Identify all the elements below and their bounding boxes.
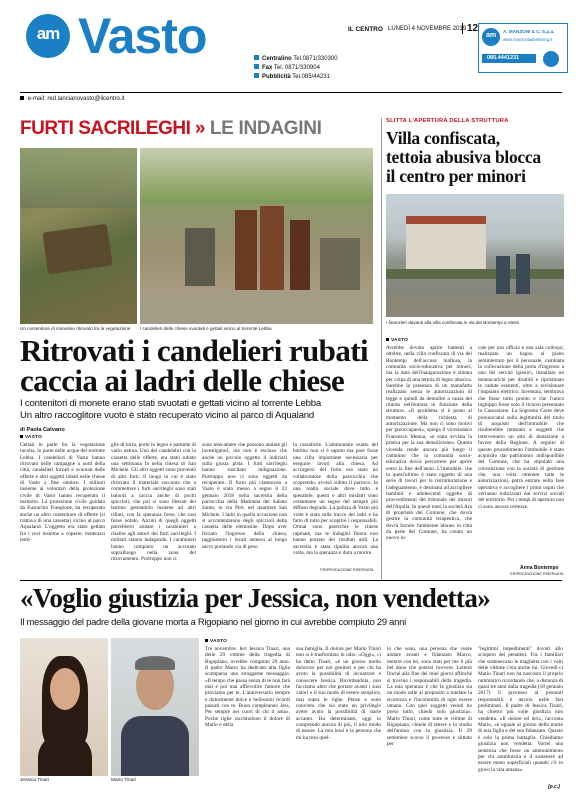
side-article-col-1: Avrebbe dovuto aprire battenti a ottobre, nella villa confiscata di via dei Bontempi dell'accusa mafiosa, la comunità socio-educativa per minori, ma la data dell'inaugurazione è slittata per colpa di una tettoia di legno abusiva. Sarebbe la presenza di un manufatto realizzato senza le autorizzazioni di legge e quindi da demolire a causa del ritardo nell'entrata in funzione della struttura. «Il problema si è posto al momento della richiesta di autorizzazione. Ma non ci sono motivi per preoccuparsi», spiega il vicesindaco Francesco Menna, «è stata avviata la pratica per la sua demolizione». Questa vicenda rende ancora più lungo il cammino che la comunità socio-educativa dovrà percorrere per aprire entro la fine dell'anno. L'immobile, che in quest'ultimo è stato oggetto di una serie di lavori per la ristrutturazione e l'adeguamento, è destinata ad accogliere bambini e adolescenti oggetto di provvedimenti del tribunale dei minori dell'Aquila. In questi mesi la società Ara di proprietà del Comune, che dovrà gestire la comunità terapeutica, che dovrà fornire l'ambiente idoneo in città da parte del Comune, ha creato un nuovo lo-	[386, 345, 472, 542]
banner-separator: »	[194, 118, 206, 139]
square-icon	[386, 338, 389, 341]
photo-mario	[111, 638, 199, 776]
banner-left: FURTI SACRILEGHI	[20, 118, 191, 139]
photo-coin-container	[20, 148, 137, 324]
side-article-credit: ©RIPRODUZIONE RISERVATA	[510, 572, 564, 576]
bottom-article-title: «Voglio giustizia per Jessica, non vendetta»	[20, 583, 491, 613]
banner-right: LE INDAGINI	[209, 118, 322, 139]
bottom-article-body	[205, 646, 565, 788]
advert-small-logo	[543, 51, 559, 67]
page-number: 12	[462, 23, 478, 34]
main-article-credit: ©RIPRODUZIONE RISERVATA	[320, 568, 374, 572]
main-article-subtitle: I contenitori di monete erano stati svuotati e gettati vicino al torrente Lebba Un altro raccoglitore vuoto è stato recuperato vicino al parco di Aqualand	[20, 398, 321, 421]
side-article-dateline: VASTO	[386, 338, 408, 343]
square-icon	[205, 639, 208, 642]
bottom-article-col-1: Tre novembre. Ieri Jessica Tinari, una delle 29 vittime della tragedia di Rigopiano, avrebbe compiuto 29 anni. Il padre Mario ha dedicato alla figlia scomparsa uno struggente messaggio. «Il tempo che passa senza di te non farà mai e poi mai affievolire l'amore che proviamo per te. L'anniversario sempre e dolcemente dolce e bellissimi ricordi passati con te. Buon compleanno Jess, Per sempre nei cuori di chi ti ama». Poche righe racchiudono il dolore di Mario e della	[205, 646, 290, 729]
email-link[interactable]: red.lancianovasto@ilcentro.it	[47, 96, 125, 102]
section-banner	[20, 118, 375, 144]
advert-company: A. MANZONI & C. S.p.a.	[503, 29, 555, 34]
photo-jessica	[20, 638, 108, 776]
bottom-article-col-2: sua famiglia. Il dolore per Mario Tinari non si è trasformato in odio. «Oggi», ci ha detto Tinari, «è un giorno molto doloroso per noi genitori e per chi ha avuto la possibilità di incontrare e conoscere Jessica. Ricordandola, non facciamo altro che portare avanti i suoi valori e il suo modo di essere semplice, mai sopra le righe. Penso e sono convinto che sia stato un privilegio avere avuto la possibilità di starle accanto. Ha determinato, oggi lo comprendo ancora di più, il mio modo di essere. La mia lessi è la persona che mi ha reso quel-	[296, 646, 381, 741]
main-article-col-1: Gettati in parte fra la vegetazione incolta, in parte nelle acque del torrente Lebba. I candelieri di Vasto hanno ritrovato nelle campagne a nord della città, candelieri forzati e svuotati delle offerte e altri oggetti rubati nelle chiese di Vasto a fine ottobre. I militari insieme ai volontari della protezione civile di Vasto hanno recuperato il maltolto. La protezione civile guidata da Eustachio Frangione, ha recuperato anche un altro contenitore di offerte (si trattava di una cassetta) vicino al parco Aqualand. L'oggetto era stato gettato fra i rovi insieme a coperte, materassi botti-	[20, 442, 105, 544]
newspaper-name: IL CENTRO	[348, 26, 383, 33]
photo-label-jessica: Jessica Tinari	[20, 778, 50, 783]
bullet-icon	[254, 64, 259, 69]
side-article-kicker: SLITTA L'APERTURA DELLA STRUTTURA	[386, 118, 509, 124]
bullet-icon	[254, 73, 259, 78]
contact-list: Centralino Tel.0871/330300 Fax Tel. 0871/330904 Pubblicità Tel.085/44231	[254, 55, 338, 82]
main-article-dateline: VASTO	[20, 435, 42, 440]
square-icon	[20, 96, 24, 100]
photo-caption-3: I finanzieri davanti alla villa confiscata in via dei Bontempi a Vasto	[386, 320, 520, 325]
main-article-byline: di Paola Calvano	[20, 427, 65, 433]
side-article-title: Villa confiscata, tettoia abusiva blocca il centro per minori	[386, 128, 541, 186]
photo-caption-1: Un contenitore di monetine ritrovato tra la vegetazione	[20, 326, 131, 331]
section-logo-text: am	[36, 24, 60, 43]
bottom-article-author: (p.c.)	[548, 784, 560, 790]
issue-date: LUNEDÌ 4 NOVEMBRE 2019	[388, 26, 467, 32]
bottom-article-col-4: "legittimi impedimenti" dovuti allo sciopero dei penalisti. Fra i familiari che sostenevano le maglietta con i volti delle vittime c'era anche lui. Giovedì ci Mario Tinari non ha nascosto il proprio rammarico ricordando che, a distanza di quasi tre anni dalla tragedia (18 gennaio 2017) il processo al presunti responsabili è ancora nelle fasi preliminari. Il padre di Jessica Tinari, ha chiesto più volte giustizia non vendetta. «Il dolore ed ieri», racconta Mario, «è uguale al giorno della morte di mia figlia e del suo fidanzato. Questo è solo la prima battaglia. Chiediamo giustizia non vendetta. Vorrei una sentenza che fosse un ammonimento per chi amministra e il sostenere ad essere meno superficiali quando c'è in gioco la vita umana».	[478, 646, 564, 773]
photo-caption-2: I candelieri delle chiese svuotati e gettati vicino al torrente Lebba	[140, 326, 272, 331]
photo-label-mario: Mario Tinari	[111, 778, 137, 783]
advert-website[interactable]: www.manzoniadvertising.it	[503, 37, 553, 42]
advert-logo-text: am	[485, 32, 497, 39]
section-title: Vasto	[78, 8, 207, 64]
photo-villa	[386, 194, 564, 317]
bottom-article-col-3: lo che sono, una persona che vuole andare avanti e fidanzato Marco, mentre con lei, sono stati per me il più bel dono che potessi ricevere. Lotterò finché alla fine dei miei giorni affinché si trovino i responsabili della tragedia. La mia speranza è che la giustizia sia un modo utile al proposito a tutelare la sicurezza e l'incolumità di ogni essere umano. Con quei soggetti venuti ho preso tutto, chiedo solo giustizia». Mario Tinari, come tutte le vittime di Rigopiano, chiede di tenere e lo studio dell'anima con la giustizia. Il 29 settembre scorso il processo è slittato per	[387, 646, 472, 748]
main-article-col-2: glie di birra, porte in legno e pattume di vario natura. Uno dei candelabri con la cassetta delle offerte, era stato rubato una settimana fa nella chiesa di San Michele. Gli altri oggetti sono provento di altri furti. Il luogo in cui è stato ritrovato il materiale racconta che a commettere i furti sacrileghi sono stati balordi a caccia anche di pochi spiccioli, che poi si sono liberati del bottino gettandolo insieme ad altri rifiuti, con la speranza forse, che non fosse notato. Alcuni di quegli oggetti potrebbero aiutare i carabinieri a risalire agli autori dei furti sacrileghi. I militari stanno indagando. I carabinieri hanno compiuto un accurato sopralluogo nella zona del ritrovamento. Purtroppo non ci	[111, 442, 196, 563]
advert-box	[478, 23, 568, 73]
bottom-article-subtitle: Il messaggio del padre della giovane morta a Rigopiano nel giorno in cui avrebbe compiuto 29 anni	[20, 616, 406, 627]
side-article-body	[386, 345, 564, 565]
header	[0, 0, 580, 102]
email-line: e-mail: red.lancianovasto@ilcentro.it	[20, 96, 125, 102]
advert-phone: 085.4441231	[487, 55, 520, 61]
photo-candelabra	[140, 148, 373, 324]
side-article-col-2: cale per uso ufficio e una sala colloqui, realizzato un bagno al piano seminterrato per il personale, cambiata la collocazione della porta d'ingresso a uno dei servizi igienici, installato un montacarichi per disabili e ripristinato le cadute esistenti, oltre a revisionare l'impianto elettrico. Inventata, sembrava che fosse tutto pronto e che l'unico inghippo fosse solo il ricorso presentato in Cassazione. La Suprema Corte deve pronunciarsi sulla legittimità del titolo di acquisto dell'immobile che risulterebbe intestato a soggetti che intervennero un atto di donazione a favore della Regione. A seguito di questo procedimento l'immobile è stato acquisito dal patrimonio indisponibile del Comune, che ha stipulato una convenzione con la società di gestione che, una volta ottenute tutte le autorizzazioni, potrà entrare nella fase operativa e accogliere i primi ospiti che verranno indirizzati dai servizi sociali del territorio. Per i tempi di apertura non ci sono ancora certezze.	[478, 345, 564, 510]
main-article-col-4: la cassaforte. L'ammontare esatto del bottino non si è saputo ma pare fosse una cifra importante necessaria per eseguire lavori alla chiesa. Ad accorgersi del furto era stato un collaboratore della parrocchia che scoprendo, avvisò subito il parroco. In una realtà sociale dove tutto è spesabile, questi e altri misfatti sono certamente un segno del sempre più diffuso degrado. La polizia di Vasto più volte è stata sulle tracce dei ladri e ha fatto di tutto per scoprire i responsabili. Ormai sono parecchie le chiese rapinate, ma le indagini finora non hanno portato dei risultati utili. La sacrestia è stata ripulita ancora una volta, ma la speranza è dura a morire.	[293, 442, 378, 556]
main-article-body	[20, 442, 380, 567]
main-article-col-3: sono telecamere che possono aiutare gli investigatori, ma non è escluso che anche un piccolo oggetto il indirizzi sulla giusta pista. I furti sacrileghi hanno suscitato indignazione. Purtroppo non ci sono oggetti da recuperare. Il furto più clamoroso a Vasto è stato messo a segno il 22 gennaio 2018 nella sacrestia della parrocchia della Madonna del Sabato Santo, in via Pirè, nel quartiere San Michele. I ladri in quella occasione non si accontentarono degli spiccioli della cassetta delle elemosine. Dopo aver forzato l'ingresso della chiesa, raggiunsero i locali annessi al luogo sacro portando via di peso	[202, 442, 287, 550]
square-icon	[20, 435, 23, 438]
side-article-author: Anna Bontempo	[520, 565, 559, 571]
main-article-title: Ritrovati i candelieri rubati caccia ai ladri delle chiese	[20, 333, 368, 398]
bottom-article-dateline: VASTO	[205, 639, 227, 644]
bullet-icon	[254, 55, 259, 60]
